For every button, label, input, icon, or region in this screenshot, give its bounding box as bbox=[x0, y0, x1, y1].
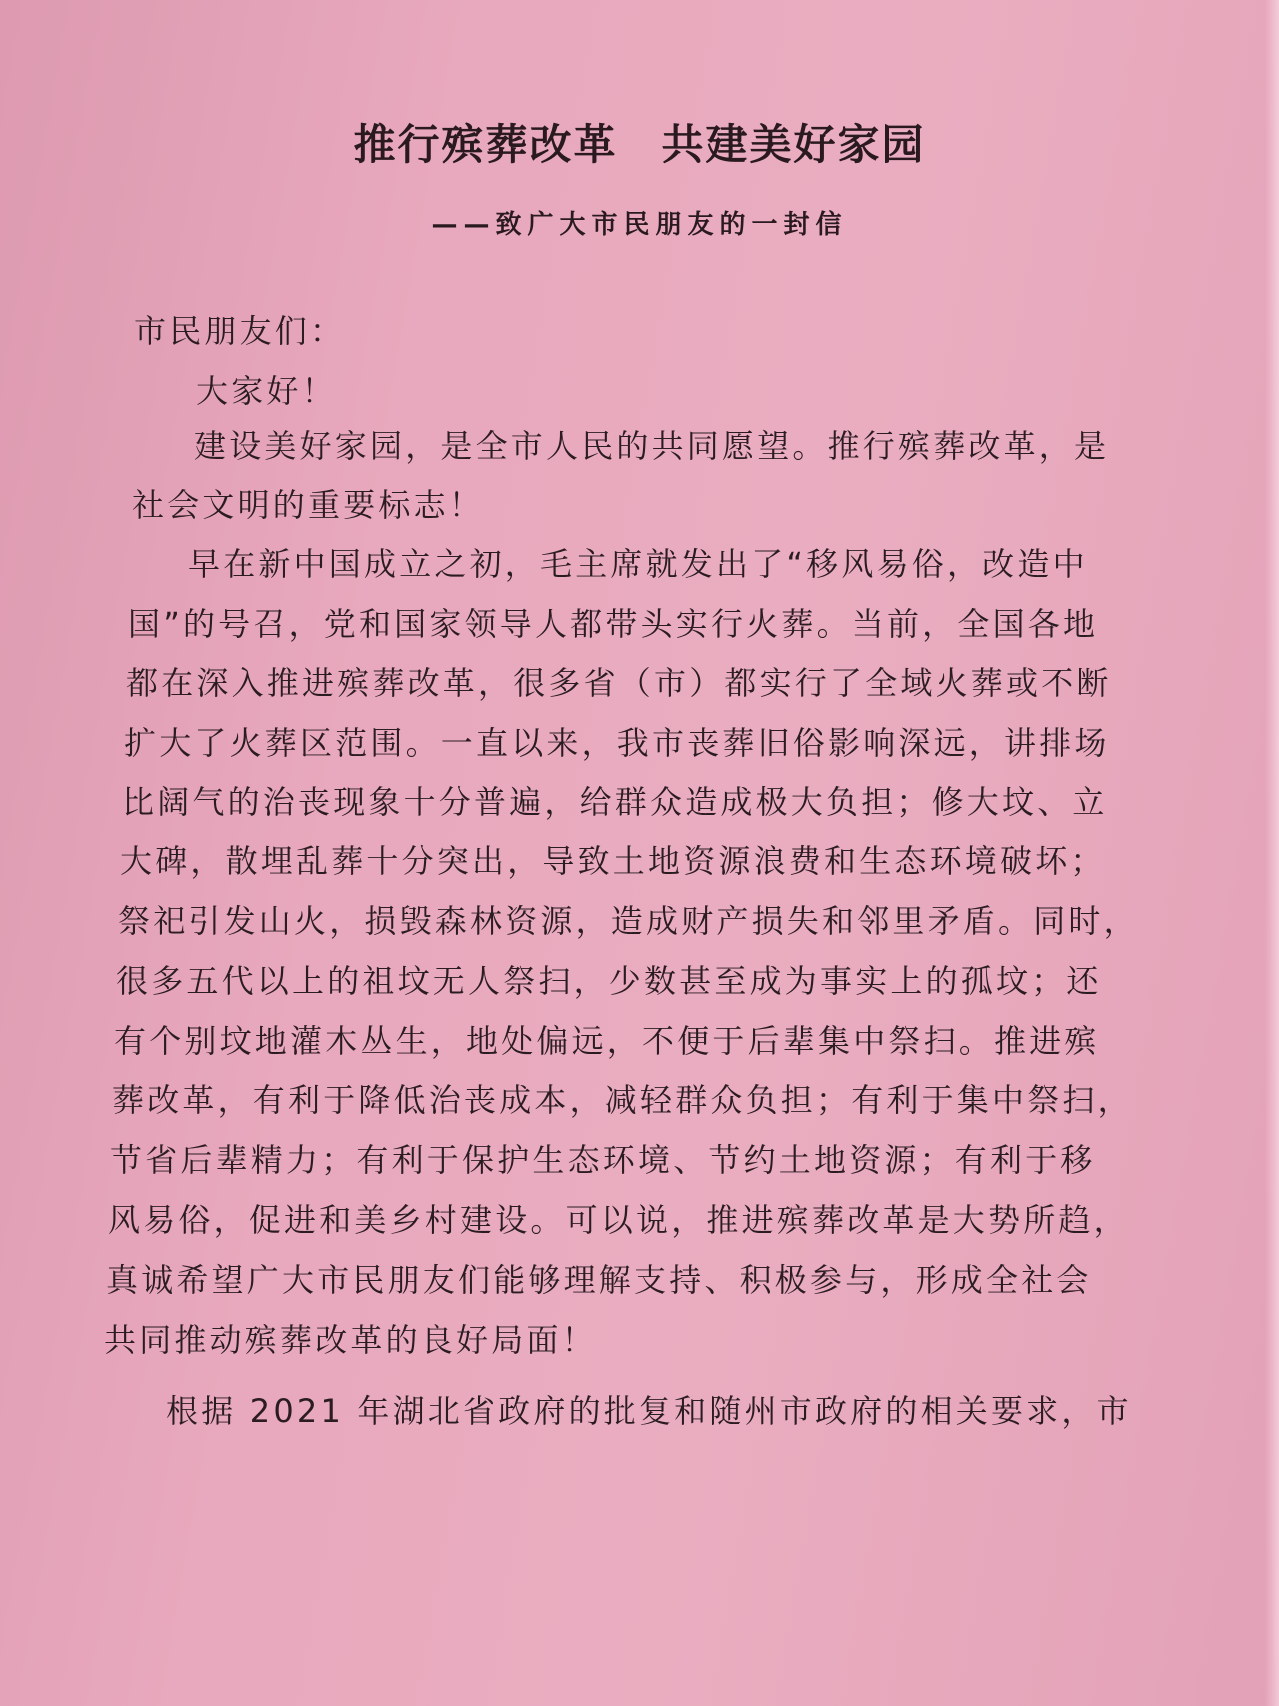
text-line: 很多五代以上的祖坟无人祭扫，少数甚至成为事实上的孤坟；还 bbox=[116, 962, 1102, 1000]
text-line: 大碑，散埋乱葬十分突出，导致土地资源浪费和生态环境破坏； bbox=[120, 842, 1106, 880]
text-line: 建设美好家园，是全市人民的共同愿望。推行殡葬改革，是 bbox=[194, 427, 1110, 465]
letter-subtitle: ——致广大市民朋友的一封信 bbox=[431, 210, 848, 240]
text-line: 有个别坟地灌木丛生，地处偏远，不便于后辈集中祭扫。推进殡 bbox=[114, 1022, 1100, 1060]
text-line: 真诚希望广大市民朋友们能够理解支持、积极参与，形成全社会 bbox=[106, 1261, 1092, 1299]
text-line: 节省后辈精力；有利于保护生态环境、节约土地资源；有利于移 bbox=[110, 1141, 1096, 1179]
text-line: 根据 2021 年湖北省政府的批复和随州市政府的相关要求，市 bbox=[166, 1392, 1132, 1430]
text-line: 社会文明的重要标志！ bbox=[132, 486, 485, 524]
text-line: 风易俗，促进和美乡村建设。可以说，推进殡葬改革是大势所趋， bbox=[108, 1201, 1129, 1239]
letter-title: 推行殡葬改革 共建美好家园 bbox=[353, 120, 926, 169]
text-line: 祭祀引发山火，损毁森林资源，造成财产损失和邻里矛盾。同时， bbox=[118, 902, 1139, 940]
salutation: 市民朋友们： bbox=[134, 312, 346, 350]
text-line: 早在新中国成立之初，毛主席就发出了“移风易俗，改造中 bbox=[188, 545, 1088, 583]
text-line: 共同推动殡葬改革的良好局面！ bbox=[104, 1321, 597, 1359]
text-line: 都在深入推进殡葬改革，很多省（市）都实行了全域火葬或不断 bbox=[126, 664, 1112, 702]
text-line: 扩大了火葬区范围。一直以来，我市丧葬旧俗影响深远，讲排场 bbox=[124, 724, 1110, 762]
text-line: 比阔气的治丧现象十分普遍，给群众造成极大负担；修大坟、立 bbox=[122, 783, 1108, 821]
text-line: 葬改革，有利于降低治丧成本，减轻群众负担；有利于集中祭扫， bbox=[112, 1081, 1133, 1119]
text-line: 大家好！ bbox=[196, 372, 337, 410]
text-line: 国”的号召，党和国家领导人都带头实行火葬。当前，全国各地 bbox=[128, 605, 1099, 643]
